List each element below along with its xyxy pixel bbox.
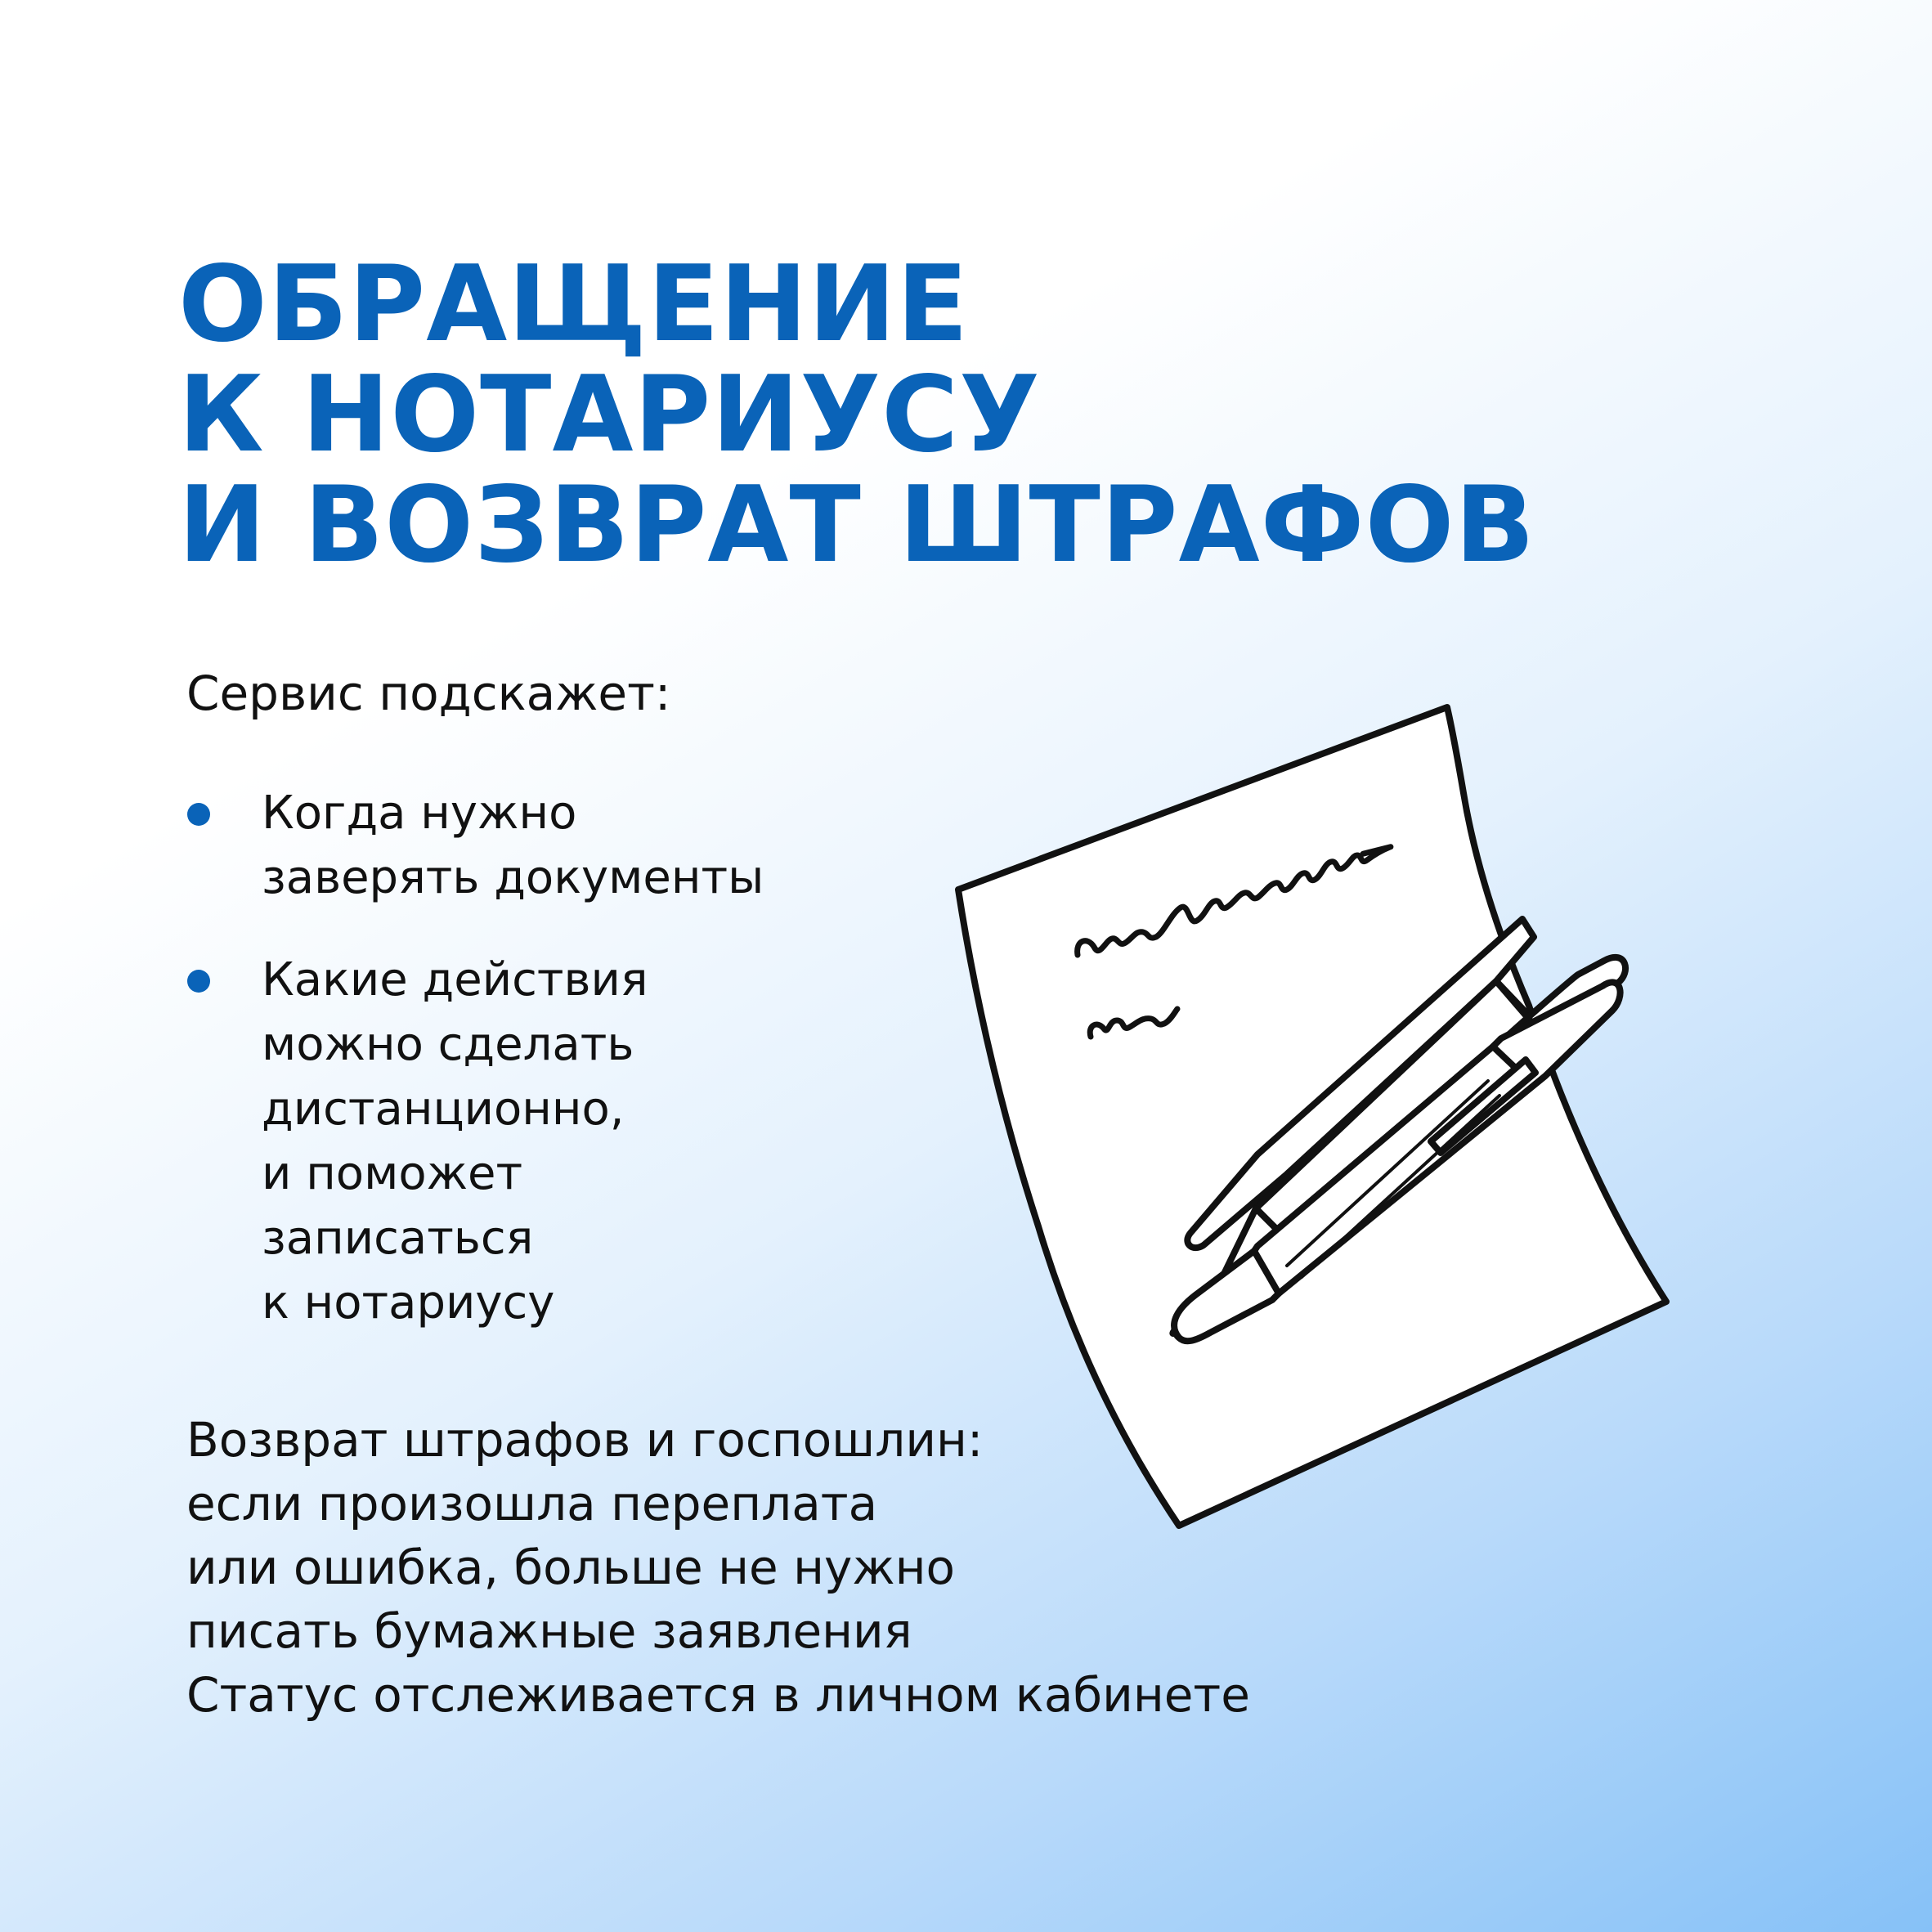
list-item-line: Когда нужно [262, 787, 577, 840]
list-item-line: и поможет [262, 1147, 523, 1200]
refund-line: или ошибка, больше не нужно [186, 1540, 956, 1595]
refund-line: Статус отслеживается в личном кабинете [186, 1667, 1250, 1723]
bullet-dot-icon [187, 970, 210, 993]
list-item-line: записаться [262, 1212, 534, 1265]
title-line-2: К НОТАРИУСУ [178, 354, 1041, 476]
page-title [178, 244, 1535, 586]
list-item-line: дистанционно, [262, 1083, 625, 1136]
list-item-line: заверять документы [262, 851, 764, 904]
feature-list [186, 781, 764, 1373]
bullet-dot-icon [187, 803, 210, 826]
list-item-line: можно сделать [262, 1018, 634, 1071]
list-item-line: Какие действия [262, 953, 648, 1006]
intro-text: Сервис подскажет: [186, 666, 671, 721]
list-item [186, 948, 764, 1335]
list-item [186, 781, 764, 910]
refund-line: если произошла переплата [186, 1476, 878, 1531]
document-with-pen-icon [940, 687, 1692, 1537]
title-line-1: ОБРАЩЕНИЕ [178, 244, 970, 365]
refund-line: писать бумажные заявления [186, 1603, 912, 1659]
list-item-line: к нотариусу [262, 1276, 555, 1329]
title-line-3: И ВОЗВРАТ ШТРАФОВ [178, 464, 1535, 586]
refund-line: Возврат штрафов и госпошлин: [186, 1412, 984, 1468]
